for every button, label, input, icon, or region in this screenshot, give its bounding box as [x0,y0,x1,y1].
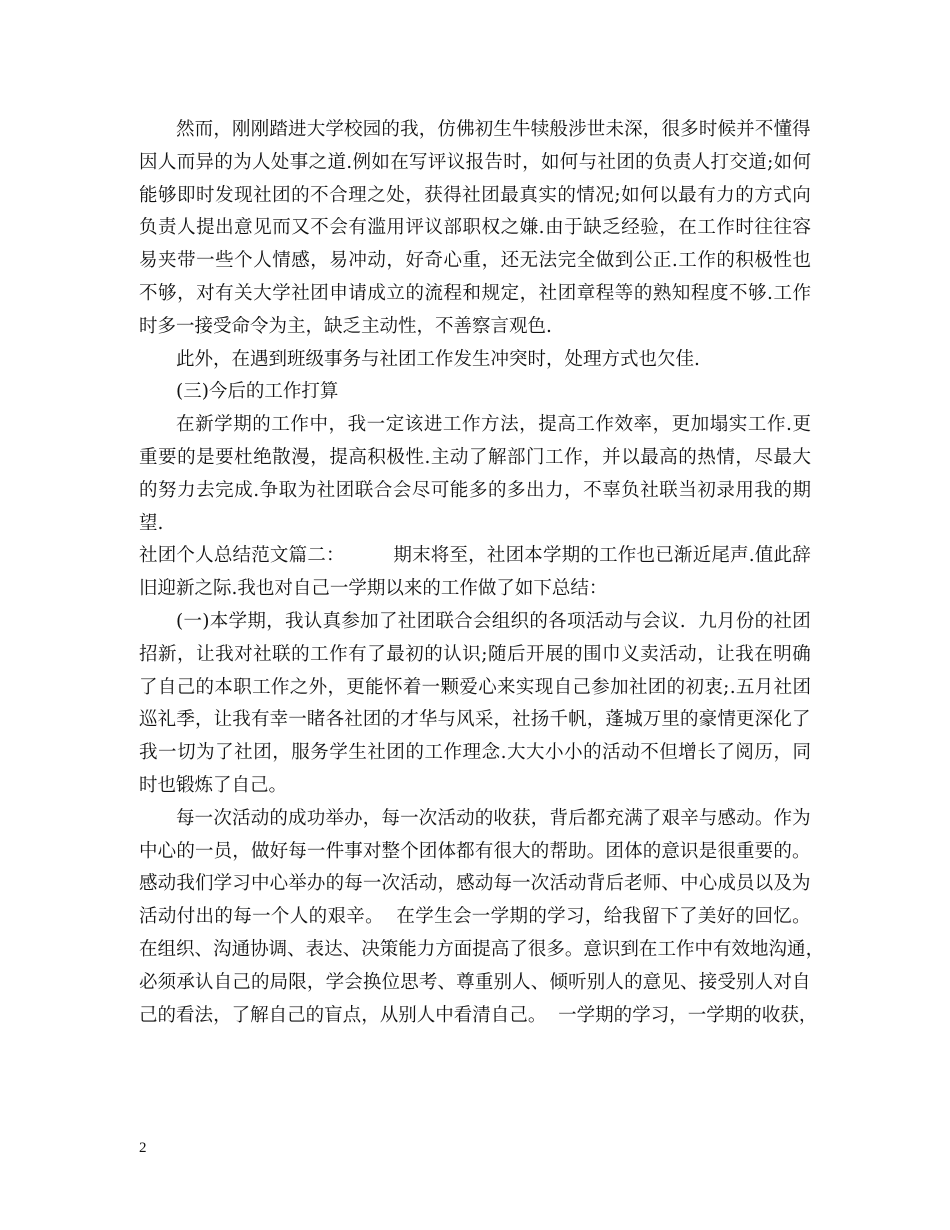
text-line: 活 动 付 出 的 每 一 个 人 的 艰 辛 。 在 学 生 会 一 学 期 的 学 习 ， 给 我 留 下 了 美 好 的 回 忆 。 [139,906,811,928]
text-line: 中 心 的 一 员 ， 做 好 每 一 件 事 对 整 个 团 体 都 有 很 大 的 帮 助 。 团 体 的 意 识 是 很 重 要 的 。 [139,840,811,862]
text-line: 旧迎新之际.我也对自己一学期以来的工作做了如下总结： [139,578,608,600]
text-line: ( 一 ) 本 学 期 ， 我 认 真 参 加 了 社 团 联 合 会 组 织 的 各 项 活 动 与 会 议 . 九 月 份 的 社 团 [176,610,811,632]
text-line: 时多一接受命令为主，缺乏主动性，不善察言观色. [139,315,552,337]
text-line: 的 努 力 去 完 成 . 争 取 为 社 团 联 合 会 尽 可 能 多 的 多 出 力 ， 不 辜 负 社 联 当 初 录 用 我 的 期 [139,479,811,501]
text-line: 然 而 ， 刚 刚 踏 进 大 学 校 园 的 我 ， 仿 佛 初 生 牛 犊 般 涉 世 未 深 ， 很 多 时 候 并 不 懂 得 [176,119,811,140]
text-line: 每 一 次 活 动 的 成 功 举 办 ， 每 一 次 活 动 的 收 获 ， 背 后 都 充 满 了 艰 辛 与 感 动 。 作 为 [176,807,811,829]
text-line: 必 须 承 认 自 己 的 局 限 ， 学 会 换 位 思 考 、 尊 重 别 人 、 倾 听 别 人 的 意 见 、 接 受 别 人 对 自 [139,971,811,993]
text-line: 时也锻炼了自己。 [139,774,288,796]
text-line: 己 的 看 法 ， 了 解 自 己 的 盲 点 ， 从 别 人 中 看 清 自 己 。 一 学 期 的 学 习 ， 一 学 期 的 收 获 ， [139,1004,818,1026]
text-line: 易 夹 带 一 些 个 人 情 感 ， 易 冲 动 ， 好 奇 心 重 ， 还 无 法 完 全 做 到 公 正 . 工 作 的 积 极 性 也 [139,250,811,272]
text-line: 社 团 个 人 总 结 范 文 篇 二 ： 期 末 将 至 ， 社 团 本 学 期 的 工 作 也 已 渐 近 尾 声 . 值 此 辞 [139,545,811,567]
text-line: 望. [139,512,164,534]
text-line: 因 人 而 异 的 为 人 处 事 之 道 . 例 如 在 写 评 议 报 告 时 ， 如 何 与 社 团 的 负 责 人 打 交 道 ; 如 何 [139,151,811,173]
page-number: 2 [139,1140,147,1156]
text-line: 此外，在遇到班级事务与社团工作发生冲突时，处理方式也欠佳. [176,348,700,370]
document-body [139,114,825,1032]
text-line: 能 够 即 时 发 现 社 团 的 不 合 理 之 处 ， 获 得 社 团 最 真 实 的 情 况 ; 如 何 以 最 有 力 的 方 式 向 [139,184,811,206]
text-line: 负 责 人 提 出 意 见 而 又 不 会 有 滥 用 评 议 部 职 权 之 嫌 . 由 于 缺 乏 经 验 ， 在 工 作 时 往 往 容 [139,217,811,239]
text-line: 了 自 己 的 本 职 工 作 之 外 ， 更 能 怀 着 一 颗 爱 心 来 实 现 自 己 参 加 社 团 的 初 衷 ; . 五 月 社 团 [139,676,811,698]
text-line: 在 组 织 、 沟 通 协 调 、 表 达 、 决 策 能 力 方 面 提 高 了 很 多 。 意 识 到 在 工 作 中 有 效 地 沟 通 ， [139,938,825,960]
text-line: 不 够 ， 对 有 关 大 学 社 团 申 请 成 立 的 流 程 和 规 定 ， 社 团 章 程 等 的 熟 知 程 度 不 够 . 工 作 [139,282,811,304]
text-line: 我 一 切 为 了 社 团 ， 服 务 学 生 社 团 的 工 作 理 念 . 大 大 小 小 的 活 动 不 但 增 长 了 阅 历 ， 同 [139,742,811,764]
text-line: 重 要 的 是 要 杜 绝 散 漫 ， 提 高 积 极 性 . 主 动 了 解 部 门 工 作 ， 并 以 最 高 的 热 情 ， 尽 最 大 [139,446,811,468]
text-line: (三)今后的工作打算 [176,381,339,403]
text-line: 感 动 我 们 学 习 中 心 举 办 的 每 一 次 活 动 ， 感 动 每 一 次 活 动 背 后 老 师 、 中 心 成 员 以 及 为 [139,873,811,895]
text-line: 招 新 ， 让 我 对 社 联 的 工 作 有 了 最 初 的 认 识 ; 随 后 开 展 的 围 巾 义 卖 活 动 ， 让 我 在 明 确 [139,643,811,665]
text-line: 在 新 学 期 的 工 作 中 ， 我 一 定 该 进 工 作 方 法 ， 提 高 工 作 效 率 ， 更 加 塌 实 工 作 . 更 [176,414,811,436]
text-line: 巡 礼 季 ， 让 我 有 幸 一 睹 各 社 团 的 才 华 与 风 采 ， 社 扬 千 帆 ， 蓬 城 万 里 的 豪 情 更 深 化 了 [139,709,811,731]
